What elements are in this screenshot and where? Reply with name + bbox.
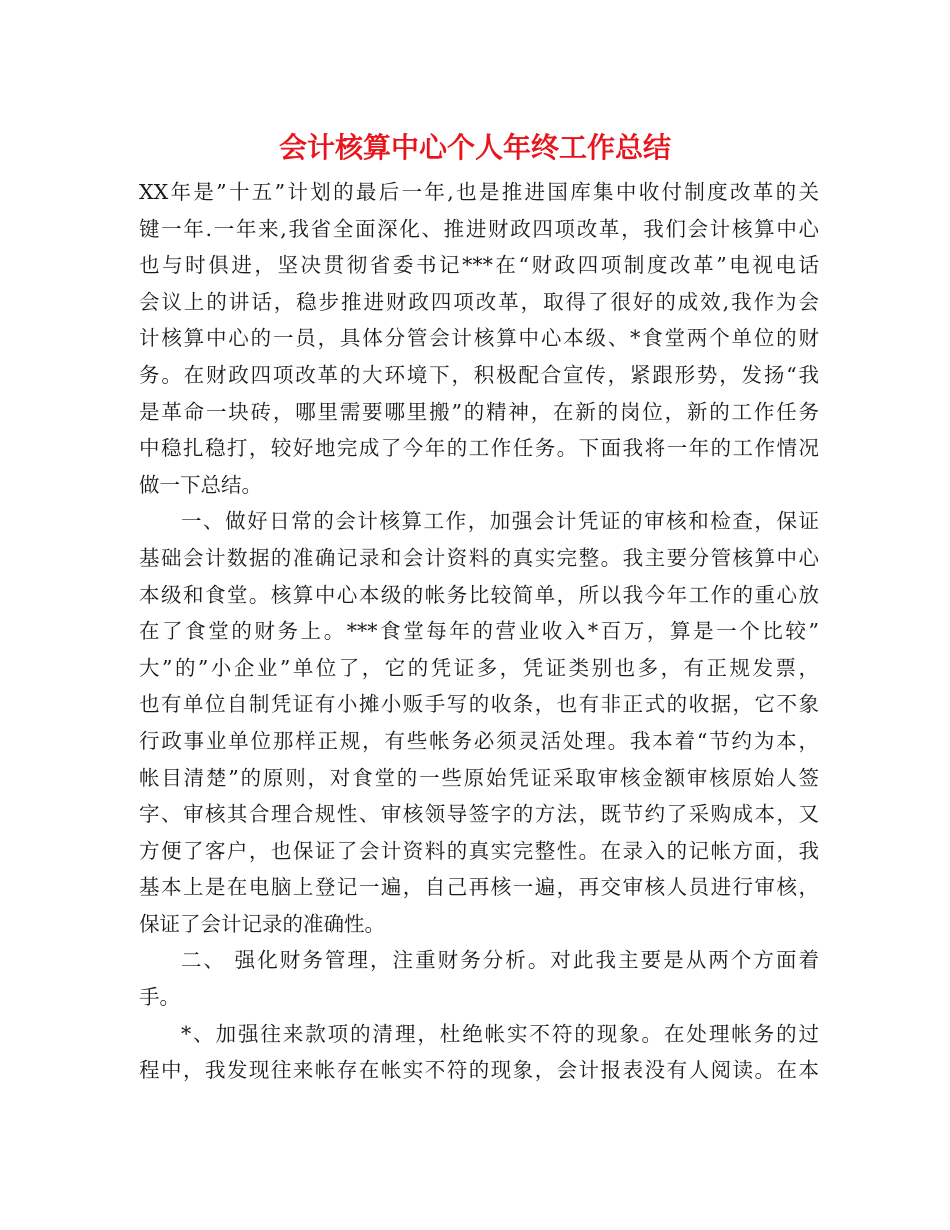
paragraph-line: 大”的”小企业”单位了，它的凭证多，凭证类别也多，有正规发票， [139, 655, 819, 680]
paragraph-line: 程中，我发现往来帐存在帐实不符的现象，会计报表没有人阅读。在本 [139, 1058, 819, 1083]
paragraph-line: 做一下总结。 [139, 472, 262, 497]
paragraph-line: 基本上是在电脑上登记一遍，自己再核一遍，再交审核人员进行审核， [139, 875, 819, 900]
paragraph-line: 一、做好日常的会计核算工作，加强会计凭证的审核和检查，保证 [181, 509, 819, 534]
paragraph-line: *、加强往来款项的清理，杜绝帐实不符的现象。在处理帐务的过 [181, 1021, 819, 1046]
paragraph-line: 计核算中心的一员，具体分管会计核算中心本级、*食堂两个单位的财 [139, 326, 819, 351]
paragraph-line: 帐目清楚”的原则，对食堂的一些原始凭证采取审核金额审核原始人签 [139, 765, 819, 790]
document-body [139, 174, 819, 1089]
paragraph-line: 也有单位自制凭证有小摊小贩手写的收条，也有非正式的收据，它不象 [139, 692, 819, 717]
paragraph-line: 基础会计数据的准确记录和会计资料的真实完整。我主要分管核算中心 [139, 545, 819, 570]
paragraph-line: 是革命一块砖，哪里需要哪里搬”的精神，在新的岗位，新的工作任务 [139, 399, 819, 424]
paragraph-line: 在了食堂的财务上。***食堂每年的营业收入*百万，算是一个比较” [139, 619, 819, 644]
paragraph-line: 字、审核其合理合规性、审核领导签字的方法，既节约了采购成本，又 [139, 802, 819, 827]
paragraph-line: 中稳扎稳打，较好地完成了今年的工作任务。下面我将一年的工作情况 [139, 436, 819, 461]
paragraph-line: 手。 [139, 985, 180, 1010]
paragraph-line: 务。在财政四项改革的大环境下，积极配合宣传，紧跟形势，发扬“我 [139, 362, 819, 387]
paragraph-line: 会议上的讲话，稳步推进财政四项改革，取得了很好的成效,我作为会 [139, 289, 819, 314]
paragraph-line: 方便了客户，也保证了会计资料的真实完整性。在录入的记帐方面，我 [139, 838, 819, 863]
document-title: 会计核算中心个人年终工作总结 [278, 131, 671, 164]
paragraph-line: 本级和食堂。核算中心本级的帐务比较简单，所以我今年工作的重心放 [139, 582, 819, 607]
paragraph-line: 键一年.一年来,我省全面深化、推进财政四项改革，我们会计核算中心 [139, 216, 819, 241]
paragraph-line: 二、 强化财务管理，注重财务分析。对此我主要是从两个方面着 [181, 948, 819, 973]
paragraph-line: 行政事业单位那样正规，有些帐务必须灵活处理。我本着“节约为本， [139, 728, 819, 753]
paragraph-line: XX年是”十五”计划的最后一年,也是推进国库集中收付制度改革的关 [139, 180, 819, 204]
paragraph-line: 也与时俱进，坚决贯彻省委书记***在“财政四项制度改革”电视电话 [139, 253, 819, 278]
paragraph-line: 保证了会计记录的准确性。 [139, 911, 385, 936]
